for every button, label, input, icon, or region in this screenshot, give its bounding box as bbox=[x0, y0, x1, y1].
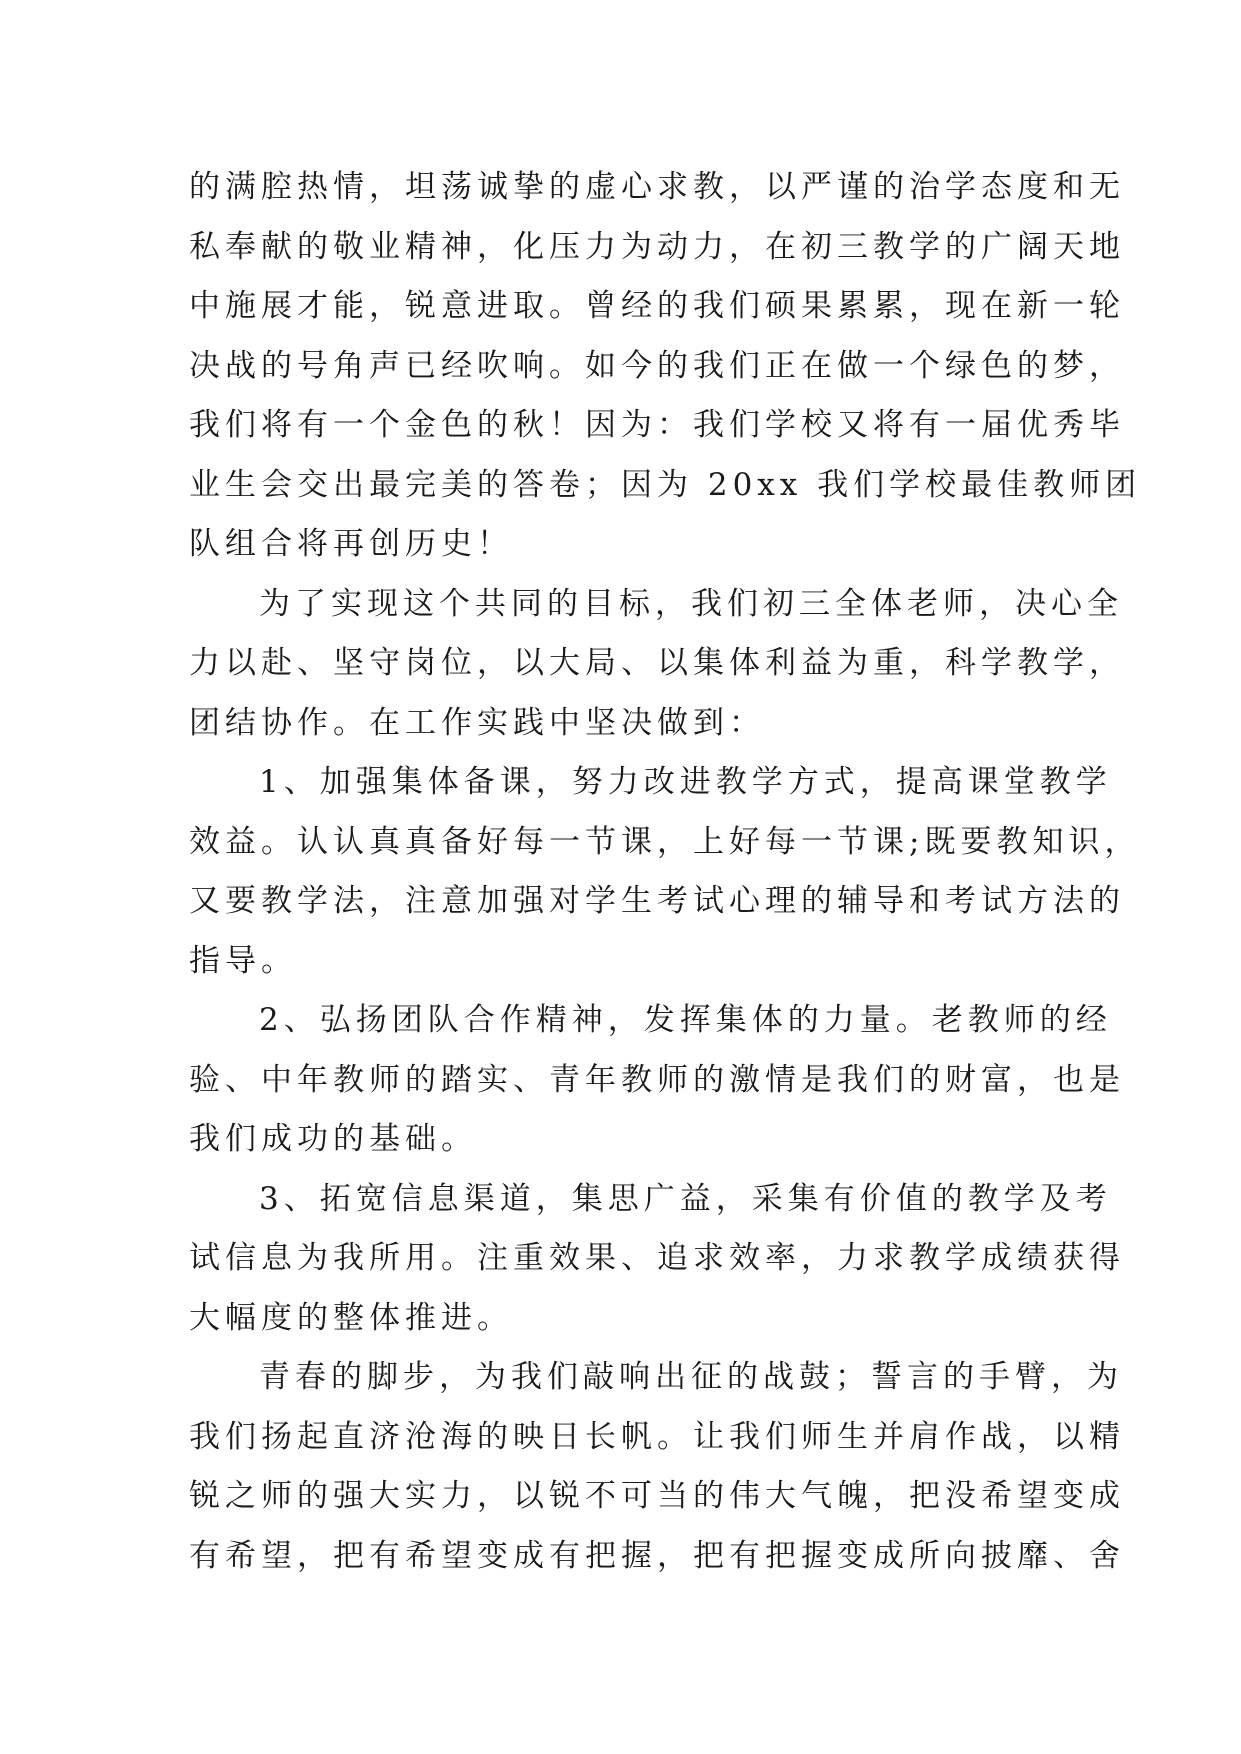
text-line: 我们扬起直济沧海的映日长帆。让我们师生并肩作战，以精 bbox=[189, 1418, 1125, 1455]
paragraph-6 bbox=[189, 1348, 1125, 1586]
paragraph-3 bbox=[189, 753, 1141, 991]
text-line: 效益。认认真真备好每一节课，上好每一节课;既要教知识， bbox=[189, 823, 1141, 860]
text-line: 又要教学法，注意加强对学生考试心理的辅导和考试方法的 bbox=[189, 883, 1125, 919]
paragraph-2 bbox=[189, 575, 1125, 754]
text-line: 验、中年教师的踏实、青年教师的激情是我们的财富，也是 bbox=[189, 1061, 1125, 1098]
text-line: 的满腔热情，坦荡诚挚的虚心求教，以严谨的治学态度和无 bbox=[189, 169, 1125, 205]
text-line: 团结协作。在工作实践中坚决做到： bbox=[189, 704, 765, 741]
text-line: 私奉献的敬业精神，化压力为动力，在初三教学的广阔天地 bbox=[189, 228, 1125, 265]
text-line: 有希望，把有希望变成有把握，把有把握变成所向披靡、舍 bbox=[189, 1537, 1125, 1574]
text-line: 试信息为我所用。注重效果、追求效率，力求教学成绩获得 bbox=[189, 1240, 1125, 1276]
text-line: 为了实现这个共同的目标，我们初三全体老师，决心全 bbox=[259, 585, 1123, 622]
text-line: 大幅度的整体推进。 bbox=[189, 1299, 513, 1336]
paragraph-5 bbox=[189, 1170, 1125, 1349]
paragraph-4 bbox=[189, 991, 1125, 1170]
text-line: 指导。 bbox=[189, 942, 297, 979]
text-line: 我们将有一个金色的秋！因为：我们学校又将有一届优秀毕 bbox=[189, 407, 1125, 443]
text-line: 1、加强集体备课，努力改进教学方式，提高课堂教学 bbox=[259, 764, 1112, 800]
text-line: 2、弘扬团队合作精神，发挥集体的力量。老教师的经 bbox=[259, 1002, 1112, 1038]
text-line: 队组合将再创历史！ bbox=[189, 526, 513, 562]
text-line: 中施展才能，锐意进取。曾经的我们硕果累累，现在新一轮 bbox=[189, 288, 1125, 324]
text-line: 锐之师的强大实力，以锐不可当的伟大气魄，把没希望变成 bbox=[189, 1478, 1125, 1514]
document-body bbox=[189, 158, 1142, 1586]
text-line: 青春的脚步，为我们敲响出征的战鼓；誓言的手臂，为 bbox=[259, 1359, 1123, 1395]
text-line: 决战的号角声已经吹响。如今的我们正在做一个绿色的梦， bbox=[189, 347, 1125, 384]
text-line: 我们成功的基础。 bbox=[189, 1121, 477, 1157]
paragraph-1 bbox=[189, 158, 1142, 575]
text-line: 力以赴、坚守岗位，以大局、以集体利益为重，科学教学， bbox=[189, 645, 1125, 681]
text-line: 业生会交出最完美的答卷；因为 20xx 我们学校最佳教师团 bbox=[189, 466, 1142, 503]
text-line: 3、拓宽信息渠道，集思广益，采集有价值的教学及考 bbox=[259, 1180, 1112, 1217]
